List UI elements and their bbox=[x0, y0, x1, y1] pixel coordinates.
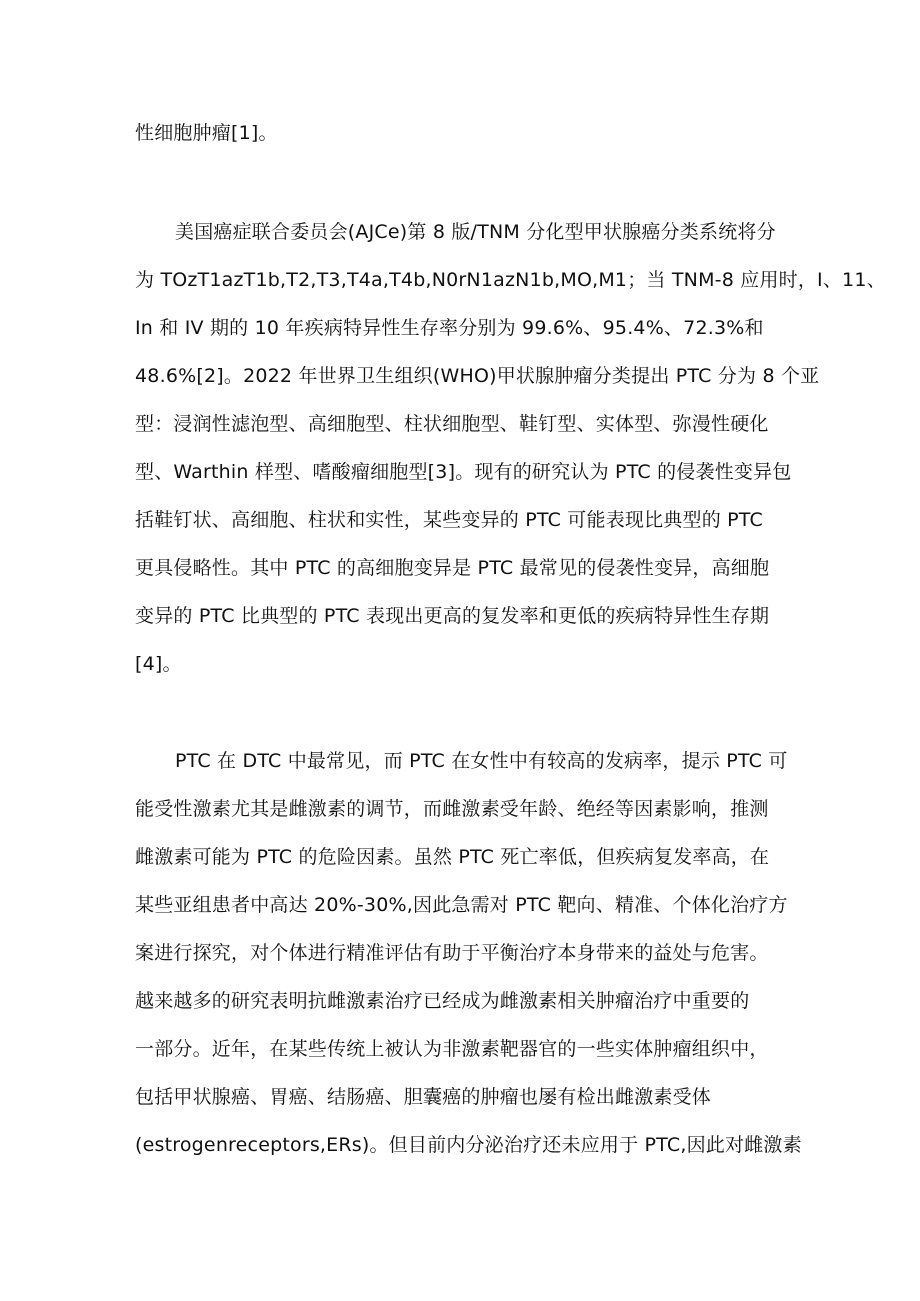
text-line: 案进行探究，对个体进行精准评估有助于平衡治疗本身带来的益处与危害。 bbox=[135, 942, 769, 964]
text-line: 能受性激素尤其是雌激素的调节，而雌激素受年龄、绝经等因素影响，推测 bbox=[135, 798, 769, 820]
text-line: 括鞋钉状、高细胞、柱状和实性，某些变异的 PTC 可能表现比典型的 PTC bbox=[135, 509, 763, 531]
text-line: 某些亚组患者中高达 20%-30%,因此急需对 PTC 靶向、精准、个体化治疗方 bbox=[135, 894, 788, 916]
text-line: 型、Warthin 样型、嗜酸瘤细胞型[3]。现有的研究认为 PTC 的侵袭性变异包 bbox=[135, 461, 792, 483]
text-line: PTC 在 DTC 中最常见，而 PTC 在女性中有较高的发病率，提示 PTC 可 bbox=[175, 750, 788, 772]
text-line: 更具侵略性。其中 PTC 的高细胞变异是 PTC 最常见的侵袭性变异，高细胞 bbox=[135, 557, 770, 579]
text-line: 包括甲状腺癌、胃癌、结肠癌、胆囊癌的肿瘤也屡有检出雌激素受体 bbox=[135, 1086, 712, 1108]
text-line: 48.6%[2]。2022 年世界卫生组织(WHO)甲状腺肿瘤分类提出 PTC 分为 8 个亚 bbox=[135, 365, 820, 387]
text-line: 性细胞肿瘤[1]。 bbox=[135, 122, 278, 144]
text-line: 雌激素可能为 PTC 的危险因素。虽然 PTC 死亡率低，但疾病复发率高，在 bbox=[135, 846, 770, 868]
text-line: 越来越多的研究表明抗雌激素治疗已经成为雌激素相关肿瘤治疗中重要的 bbox=[135, 990, 750, 1012]
text-line: 为 TOzT1azT1b,T2,T3,T4a,T4b,N0rN1azN1b,MO,M1；当 TNM-8 应用时，I、11、 bbox=[135, 269, 886, 291]
text-line: (estrogenreceptors,ERs)。但目前内分泌治疗还未应用于 PTC,因此对雌激素 bbox=[135, 1134, 802, 1156]
text-line: 型：浸润性滤泡型、高细胞型、柱状细胞型、鞋钉型、实体型、弥漫性硬化 bbox=[135, 413, 769, 435]
text-line: In 和 IV 期的 10 年疾病特异性生存率分别为 99.6%、95.4%、72.3%和 bbox=[135, 317, 764, 339]
text-line: [4]。 bbox=[135, 653, 182, 675]
text-line: 一部分。近年，在某些传统上被认为非激素靶器官的一些实体肿瘤组织中， bbox=[135, 1038, 769, 1060]
text-line: 美国癌症联合委员会(AJCe)第 8 版/TNM 分化型甲状腺癌分类系统将分 bbox=[175, 221, 776, 243]
text-line: 变异的 PTC 比典型的 PTC 表现出更高的复发率和更低的疾病特异性生存期 bbox=[135, 605, 770, 627]
